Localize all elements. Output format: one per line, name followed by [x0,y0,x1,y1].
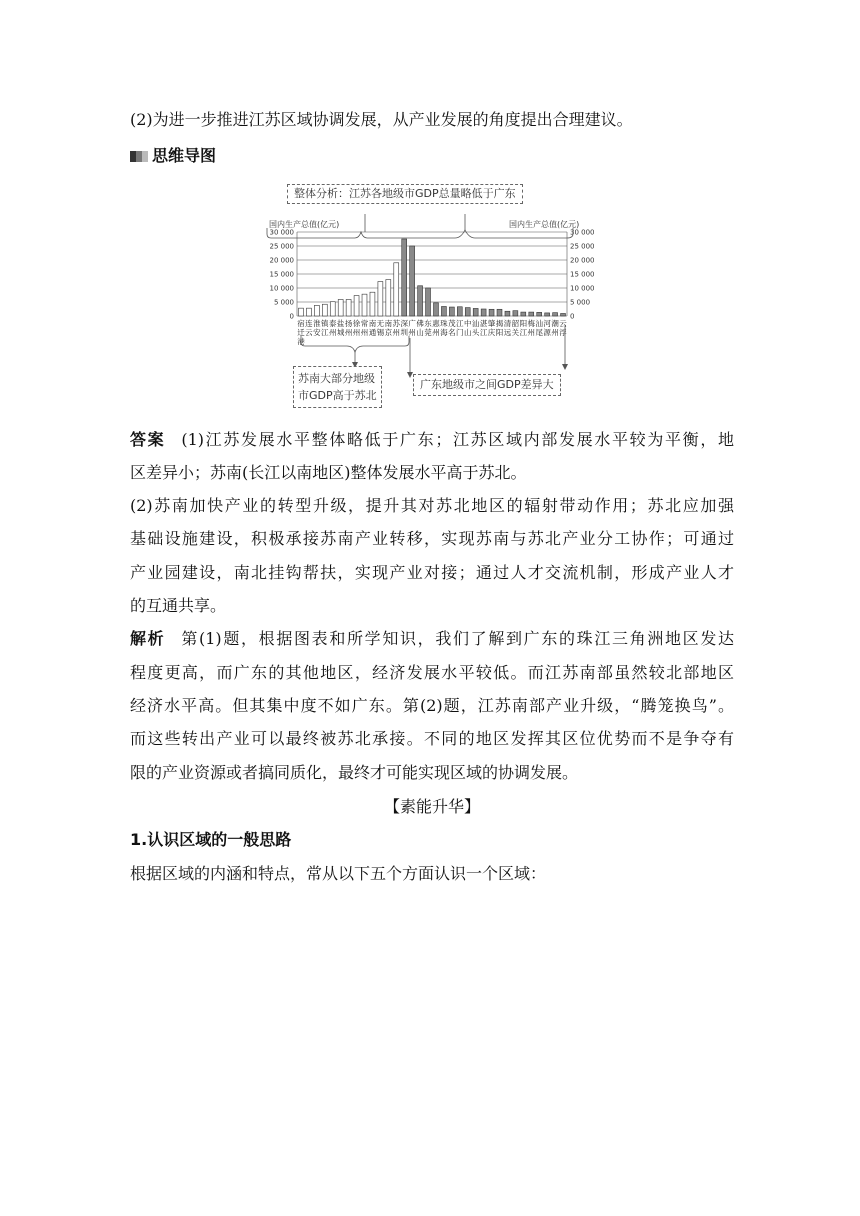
bar [426,288,431,316]
x-tick-label: 淮 [313,319,321,328]
x-tick-label: 州 [344,328,353,337]
y-tick-label-left: 25 000 [269,242,294,251]
x-tick-label: 庆 [487,328,496,337]
right-analysis-note: 广东地级市之间GDP差异大 [413,374,561,396]
x-tick-label: 阳 [495,328,504,337]
bar [489,309,494,316]
x-tick-label: 源 [543,328,551,337]
y-tick-label-right: 10 000 [570,284,595,293]
x-tick-label: 港 [297,337,305,346]
x-tick-label: 通 [368,328,377,337]
analysis-line-3: 经济水平高。但其集中度不如广东。第(2)题，江苏南部产业升级，“腾笼换鸟”。 [130,696,734,715]
grid-lines [297,232,567,316]
y-tick-label-left: 5 000 [273,298,294,307]
x-tick-label: 潮 [551,319,559,328]
x-tick-label: 韶 [511,319,520,328]
bar [346,299,351,316]
answer-label: 答案 [130,430,166,449]
x-tick-label: 揭 [495,319,504,328]
bar [441,306,446,316]
bar [473,308,478,316]
answer-line-6: 的互通共享。 [130,596,227,615]
x-tick-label: 连 [305,319,313,328]
section-title: 【素能升华】 [383,797,480,816]
x-tick-label: 州 [352,328,361,337]
x-tick-label: 清 [503,319,512,328]
mind-map-figure [255,176,595,416]
analysis-label: 解析 [130,629,166,648]
x-tick-label: 南 [368,319,377,328]
x-tick-label: 云 [305,328,313,337]
x-tick-label: 关 [511,328,520,337]
x-tick-label: 州 [551,328,559,337]
y-tick-label-right: 15 000 [570,270,595,279]
mindmap-heading-text: 思维导图 [152,146,217,165]
bar [497,309,502,316]
x-tick-label: 山 [416,328,424,337]
top-analysis-note: 整体分析：江苏各地级市GDP总量略低于广东 [287,184,523,204]
analysis-line-4: 而这些转出产业可以最终被苏北承接。不同的地区发挥其区位优势而不是争夺有 [130,729,734,748]
x-tick-label: 远 [503,328,512,337]
x-tick-label: 江 [479,328,488,337]
bar [386,280,391,316]
bar [402,239,407,316]
left-note-line-1: 苏南大部分地级 [298,372,375,385]
y-tick-label-right: 5 000 [570,298,591,307]
x-tick-label: 肇 [487,319,496,328]
bar [505,311,510,316]
bar [299,308,304,316]
x-tick-label: 海 [440,328,448,337]
bar [362,294,367,316]
x-tick-label: 阳 [519,319,528,328]
bar [370,292,375,316]
x-tick-label: 扬 [344,319,353,328]
analysis-line-2: 程度更高，而广东的其他地区，经济发展水平较低。而江苏南部虽然较北部地区 [130,663,734,682]
x-tick-label: 宿 [297,319,305,328]
x-tick-label: 盐 [336,319,345,328]
bar [306,308,311,316]
x-tick-label: 安 [313,328,321,337]
x-tick-label: 珠 [440,319,448,328]
x-tick-label: 泰 [328,319,337,328]
x-tick-label: 汕 [471,319,480,328]
y-tick-label-right: 20 000 [570,256,595,265]
x-tick-label: 常 [360,319,369,328]
bar [330,302,335,316]
x-tick-label: 中 [463,319,472,328]
x-tick-label: 州 [527,328,536,337]
question-line: (2)为进一步推进江苏区域协调发展，从产业发展的角度提出合理建议。 [130,110,633,129]
bar [378,282,383,316]
x-tick-labels [297,318,567,346]
x-tick-label: 尾 [535,328,543,337]
x-tick-label: 湛 [479,319,488,328]
bar [537,312,542,316]
x-tick-label: 广 [408,319,416,328]
bar [322,304,327,316]
section-marker-icon [130,151,148,162]
x-tick-label: 城 [336,328,345,337]
x-tick-label: 茂 [448,319,456,328]
y-tick-label-left: 20 000 [269,256,294,265]
x-tick-label: 浮 [559,328,567,337]
x-tick-label: 州 [360,328,369,337]
x-tick-label: 镇 [321,319,329,328]
right-axis-title: 国内生产总值(亿元) [509,220,580,229]
x-tick-label: 州 [392,328,401,337]
y-tick-label-left: 15 000 [269,270,294,279]
bar [314,305,319,316]
bar [434,303,439,316]
bar [338,299,343,316]
y-tick-label-left: 0 [289,312,294,321]
bar [553,313,558,316]
bar [418,286,423,316]
x-tick-label: 迁 [297,328,305,337]
left-note-line-2: 市GDP高于苏北 [298,389,377,402]
bar [521,312,526,316]
x-tick-label: 徐 [352,319,361,328]
x-tick-label: 南 [384,319,393,328]
mindmap-heading [130,146,734,166]
bar [465,308,470,316]
answer-line-3: (2)苏南加快产业的转型升级，提升其对苏北地区的辐射带动作用；苏北应加强 [130,496,734,515]
x-tick-label: 云 [559,319,567,328]
x-tick-label: 江 [321,328,329,337]
bar [449,307,454,316]
x-tick-label: 门 [456,328,464,337]
analysis-line-1: 解析 第(1)题，根据图表和所学知识，我们了解到广东的珠江三角洲地区发达 [130,629,734,648]
answer-line-2: 区差异小；苏南(长江以南地区)整体发展水平高于苏北。 [130,463,527,482]
left-axis-title: 国内生产总值(亿元) [269,220,340,229]
y-tick-label-right: 30 000 [570,228,595,237]
x-tick-label: 深 [400,319,408,328]
x-tick-label: 河 [543,319,551,328]
bar [354,296,359,316]
bar [457,307,462,316]
x-tick-label: 佛 [416,319,424,328]
x-tick-label: 莞 [424,328,432,337]
x-tick-label: 州 [328,328,337,337]
x-tick-label: 江 [456,319,464,328]
bar [545,313,550,316]
answer-line-4: 基础设施建设，积极承接苏南产业转移，实现苏南与苏北产业分工协作；可通过 [130,529,734,548]
y-tick-label-left: 30 000 [269,228,294,237]
x-tick-label: 东 [424,319,432,328]
x-tick-label: 苏 [392,319,401,328]
bar [561,313,566,316]
answer-line-1: 答案 (1)江苏发展水平整体略低于广东；江苏区域内部发展水平较为平衡，地 [130,430,734,449]
bar [410,246,415,316]
y-tick-label-right: 0 [570,312,575,321]
bar [529,312,534,316]
x-tick-label: 江 [519,328,528,337]
x-tick-label: 州 [408,328,416,337]
analysis-line-5: 限的产业资源或者搞同质化，最终才可能实现区域的协调发展。 [130,763,579,782]
x-tick-label: 锡 [376,328,385,337]
x-tick-label: 州 [432,328,440,337]
left-analysis-note [293,366,382,408]
closing-line: 根据区域的内涵和特点，常从以下五个方面认识一个区域： [130,864,547,883]
x-tick-label: 梅 [527,319,536,328]
x-tick-label: 山 [463,328,472,337]
bar [481,309,486,316]
x-tick-label: 名 [448,328,456,337]
answer-line-5: 产业园建设，南北挂钩帮扶，实现产业对接；通过人才交流机制，形成产业人才 [130,563,734,582]
x-tick-label: 惠 [432,319,440,328]
y-tick-label-right: 25 000 [570,242,595,251]
x-tick-label: 头 [471,328,480,337]
x-tick-label: 汕 [535,319,543,328]
bar [394,263,399,316]
subsection-title: 1.认识区域的一般思路 [130,830,292,849]
bar [513,311,518,316]
y-tick-label-left: 10 000 [269,284,294,293]
x-tick-label: 圳 [400,328,408,337]
x-tick-label: 无 [376,319,385,328]
bars [299,239,566,316]
x-tick-label: 京 [384,328,393,337]
